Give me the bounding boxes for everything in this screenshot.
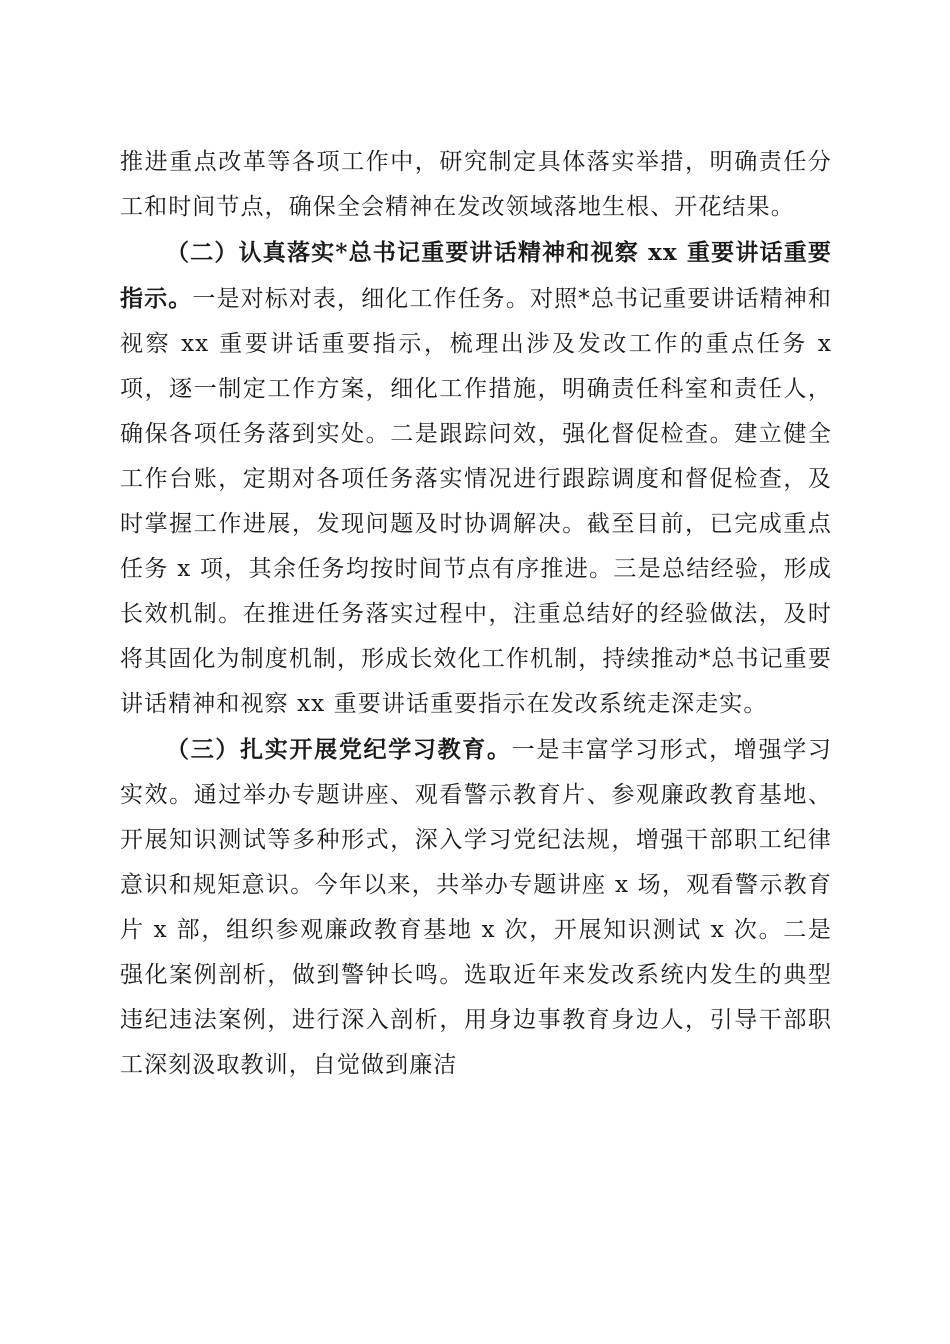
paragraph-continuation (120, 140, 832, 230)
section-heading: （二）认真落实*总书记重要讲话精神和视察 xx 重要讲话重要指示。 (120, 239, 832, 312)
paragraph-text: 一是对标对表，细化工作任务。对照*总书记重要讲话精神和视察 xx 重要讲话重要指示，梳理出涉及发改工作的重点任务 x 项，逐一制定工作方案，细化工作措施，明确责任科室和责任人，确保各项任务落到实处。二是跟踪问效，强化督促检查。建立健全工作台账，定期对各项任务落实情况进行跟踪调度和督促检查，及时掌握工作进展，发现问题及时协调解决。截至目前，已完成重点任务 x 项，其余任务均按时间节点有序推进。三是总结经验，形成长效机制。在推进任务落实过程中，注重总结好的经验做法，及时将其固化为制度机制，形成长效化工作机制，持续推动*总书记重要讲话精神和视察 xx 重要讲话重要指示在发改系统走深走实。 (120, 286, 832, 717)
paragraph-text: 推进重点改革等各项工作中，研究制定具体落实举措，明确责任分工和时间节点，确保全会精神在发改领域落地生根、开花结果。 (120, 149, 832, 220)
paragraph-section-three (120, 727, 832, 1088)
section-heading: （三）扎实开展党纪学习教育。 (166, 736, 512, 763)
document-body (120, 140, 832, 1088)
paragraph-section-two (120, 230, 832, 727)
paragraph-text: 一是丰富学习形式，增强学习实效。通过举办专题讲座、观看警示教育片、参观廉政教育基地、开展知识测试等多种形式，深入学习党纪法规，增强干部职工纪律意识和规矩意识。今年以来，共举办专题讲座 x 场，观看警示教育片 x 部，组织参观廉政教育基地 x 次，开展知识测试 x 次。二是强化案例剖析，做到警钟长鸣。选取近年来发改系统内发生的典型违纪违法案例，进行深入剖析，用身边事教育身边人，引导干部职工深刻汲取教训，自觉做到廉洁 (120, 737, 832, 1078)
